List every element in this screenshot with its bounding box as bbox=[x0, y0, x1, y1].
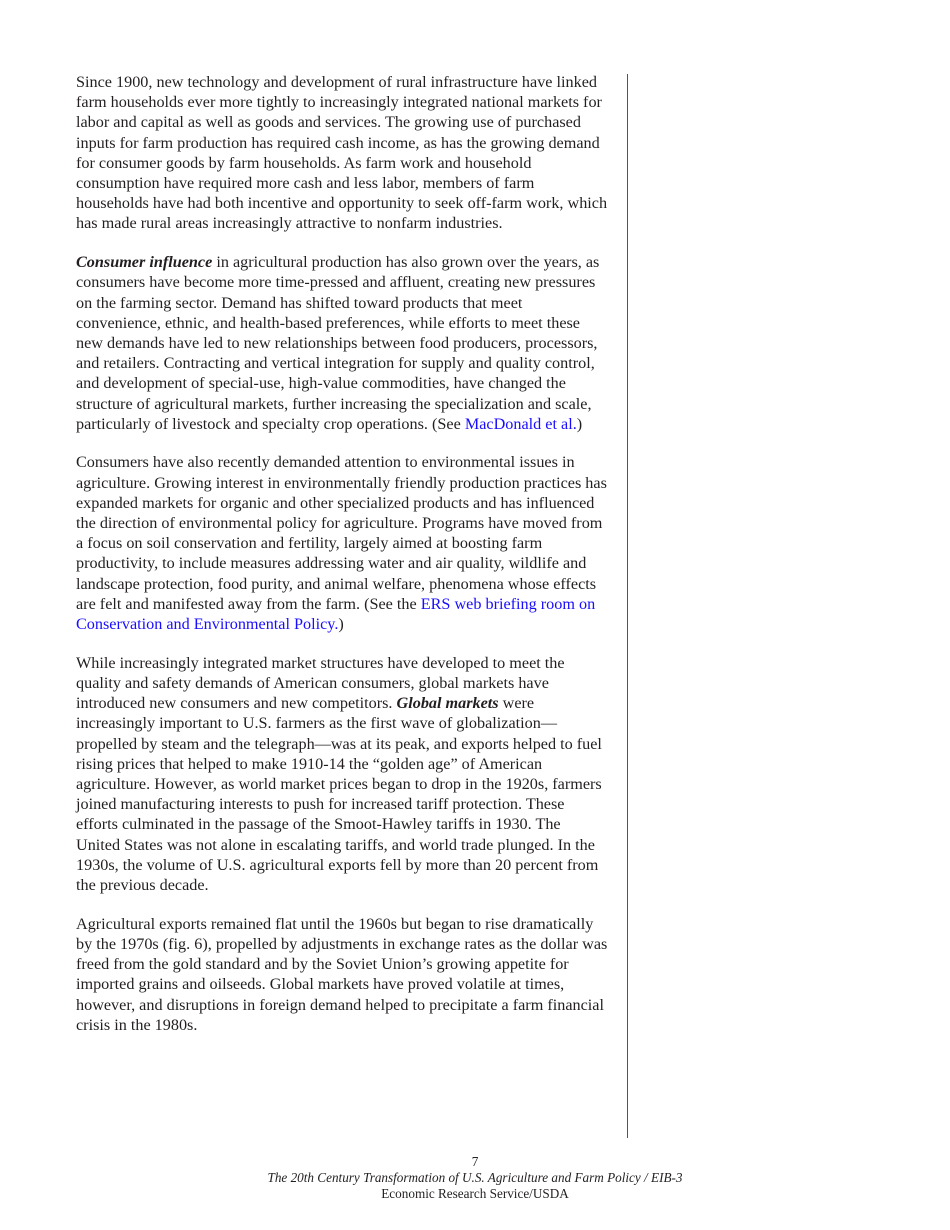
column-divider bbox=[627, 74, 628, 1138]
environmental-close: ) bbox=[338, 615, 344, 634]
consumer-influence-heading: Consumer influence bbox=[76, 253, 213, 272]
article-body bbox=[76, 72, 608, 1053]
macdonald-link[interactable]: MacDonald et al. bbox=[464, 414, 577, 433]
page-number: 7 bbox=[471, 1154, 479, 1169]
global-markets-intro: While increasingly integrated market structures have developed to meet the quality and safety demands of American consumers, global markets have introduced new consumers and new competitors. bbox=[76, 653, 565, 713]
consumer-influence-text: in agricultural production has also grown over the years, as consumers have become more time-pressed and affluent, creating new pressures on the farming sector. Demand has shifted toward products that meet convenience, ethnic, and health-based preferences, while efforts to meet these new demands have led to new relationships between food producers, processors, and retailers. Contracting and vertical integration for supply and quality control, and development of special-use, high-value commodities, have changed the structure of agricultural markets, further increasing the specialization and scale, particularly of livestock and specialty crop operations. (See bbox=[76, 253, 600, 433]
agency-name: Economic Research Service/USDA bbox=[381, 1186, 569, 1201]
environmental-text: Consumers have also recently demanded attention to environmental issues in agriculture. Growing interest in environmentally friendly production practices has expanded markets for organic and other specialized products and has influenced the direction of environmental policy for agriculture. Programs have moved from a focus on soil conservation and fertility, largely aimed at boosting farm productivity, to include measures addressing water and air quality, wildlife and landscape protection, food purity, and animal welfare, phenomena whose effects are felt and manifested away from the farm. (See the bbox=[76, 453, 607, 613]
page-footer bbox=[0, 1154, 950, 1202]
paragraph-global-markets bbox=[76, 653, 608, 895]
ers-briefing-room-link[interactable]: ERS web briefing room on Conservation and Environmental Policy. bbox=[76, 594, 596, 634]
paragraph-consumer-influence bbox=[76, 252, 608, 434]
publication-title: The 20th Century Transformation of U.S. Agriculture and Farm Policy / EIB-3 bbox=[267, 1170, 683, 1185]
consumer-influence-close: ) bbox=[576, 414, 583, 433]
paragraph-environmental bbox=[76, 452, 608, 634]
paragraph-agricultural-exports: Agricultural exports remained flat until the 1960s but began to rise dramatically by the 1970s (fig. 6), propelled by adjustments in exchange rates as the dollar was freed from the gold standard and by the Soviet Union’s growing appetite for imported grains and oilseeds. Global markets have proved volatile at times, however, and disruptions in foreign demand helped to precipitate a farm financial crisis in the 1980s. bbox=[76, 914, 608, 1034]
paragraph-rural-infrastructure: Since 1900, new technology and development of rural infrastructure have linked farm households ever more tightly to increasingly integrated national markets for labor and capital as well as goods and services. The growing use of purchased inputs for farm production has required cash income, as has the growing demand for consumer goods by farm households. As farm work and household consumption have required more cash and less labor, members of farm households have had both incentive and opportunity to seek off-farm work, which has made rural areas increasingly attractive to nonfarm industries. bbox=[76, 73, 608, 233]
global-markets-heading: Global markets bbox=[396, 694, 499, 713]
global-markets-text: were increasingly important to U.S. farmers as the first wave of globalization—propelled by steam and the telegraph—was at its peak, and exports helped to fuel rising prices that helped to make 1910-14 the “golden age” of American agriculture. However, as world market prices began to drop in the 1920s, farmers joined manufacturing interests to push for increased tariff protection. These efforts culminated in the passage of the Smoot-Hawley tariffs in 1930. The United States was not alone in escalating tariffs, and world trade plunged. In the 1930s, the volume of U.S. agricultural exports fell by more than 20 percent from the previous decade. bbox=[76, 694, 602, 895]
